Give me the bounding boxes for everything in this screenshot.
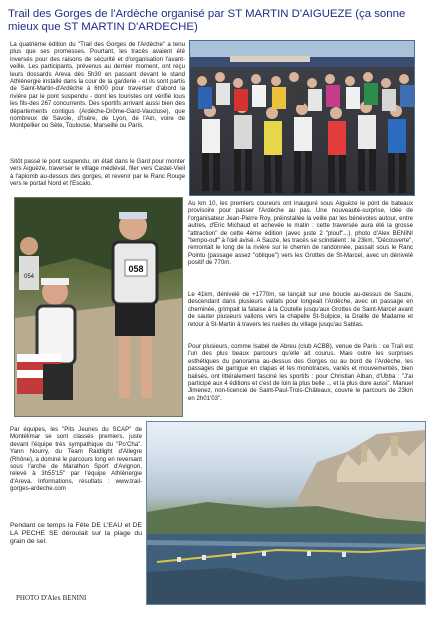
paragraph-intro: La quatrième édition du "Trail des Gorges de l'Ardèche" a tenu plus que ses promesses. Pourtant, les tracés avaient été inversés pour des raisons de sécurité et d'organisation l'avant-veille. Les participants, prévenus au dernier moment, ont reçu leurs dossards Areva dès 5h30 en passant devant le stand Athlénergie installé dans la cour de la garderie - et ils sont partis de Saint-Martin-d'Ardèche à 6h00 pour traverser d'abord la rivière par le pont suspendu - dont les touristes ont vérifié tous les fils-des 267 concurrents. Des sportifs arrivant aussi bien des départements contigus (Ardèche-Drôme-Gard-Vaucluse), que nombreux de Savoie, d'Isère, de Lyon, de l'Ain, voire de Montpellier ou Sète, Toulouse, Marseille ou Paris. [10,41,185,130]
runners-couple-photo [14,197,183,417]
runners-couple-illustration [15,198,182,416]
paragraph-teams: Par équipes, les "Pits Jeunes du SCAP" de Montélimar se sont classés premiers, juste devant l'équipe très sympathique du "Po'Cha". Yann Nourry, du Team Raidlight d'Allegre (Rhône), a dominé le parcours long en reversant sous l'arche de Marathon Sport d'Avignon, relevé à 3h55'15" par l'équipe Athlénergie d'Areva. Informations, résultats : www.trail-gorges-ardeche.com [10,426,142,493]
photo-credit: PHOTO D'Alex BENINI [16,594,87,602]
runners-crowd-illustration [190,41,414,195]
paragraph-testimonials: Pour plusieurs, comme Isabel de Abreu (club ACBB), venue de Paris : ce Trail est l'un des plus beaux parcours qu'elle ait courus. Mais outre les surprises esthétiques du panorama au-dessus des Gorges ou au bord de l'Ardèche, les passages de garrigue en clapas et les monotraces, variés et mouvementés, bien balisés, ont littéralement fasciné les sportifs : pour Christian Alban, d'Ubba : "J'ai participé aux 4 éditions et c'est de loin la plus belle ... et la plus dure aussi". Manuel Jimenez, non-licencié de Saint-Paul-Trois-Châteaux, couvre le parcours de 23km en 2h01'03". [188,343,413,402]
village-river-photo [146,421,426,605]
paragraph-41km: Le 41km, dénivelé de +1770m, se lançait sur une boucle au-dessus de Sauze, descendant dans plusieurs vallats pour longeait l'Ardèche, avec un passage en cheminée, grimpait la falaise à la Coutelle jusqu'aux Grottes de Saint-Marcel avant de sauter plusieurs vallons vers la chapelle St-Sulpice, la Draille de Madame et retour à St-Martin à travers les ruelles du village jusqu'au Sablas. [188,291,413,328]
paragraph-fete: Pendant ce temps la Fête DE L'EAU et DE LA PECHE SE déroulait sur la plage du grain de sel. [10,522,142,546]
bib-054: 054 [23,274,35,280]
article-title: Trail des Gorges de l'Ardèche organisé par ST MARTIN D'AIGUEZE (ça sonne mieux que ST MARTIN D'ARDECHE) [8,8,406,33]
paragraph-pontoon: Au km 10, les premiers coureurs ont inauguré sous Aiguèze le pont de bateaux provisoire pour passer l'Ardèche au pas. Une nouveauté-surprise, idée de l'organisateur Jean-Pierre Roy, préinstallée la veille par les bénévoles autour, entre autres, d'Eric Michaud et achevée le matin : cette traversée aura été la grosse "attraction" de cette 4ème édition (avec juste 2 "plouf"...). photo d'Alex BENINI "tempo-ouf" à l'œil avisé. A Sauze, les tracés se scindaient : le 23km, "Découverte", remontait le long de la rivière sur le chemin de randonnée, passait sous le Ranc Pointu (passage assez "oblique") vers les Grottes de St-Marcel, avec un dénivelé positif de 770m. [188,200,413,267]
runners-crowd-photo [189,40,415,196]
paragraph-bridge: Sitôt passé le pont suspendu, on était dans le Gard pour monter vers Aiguèze, traverser le village médiéval, filer vers Castel-Vieil à l'aplomb au-dessus des gorges, et revenir par le Ranc Rouge vers le portail Nord et l'Escalo. [10,158,185,188]
bib-058: 058 [128,264,144,274]
village-river-illustration [147,422,425,604]
